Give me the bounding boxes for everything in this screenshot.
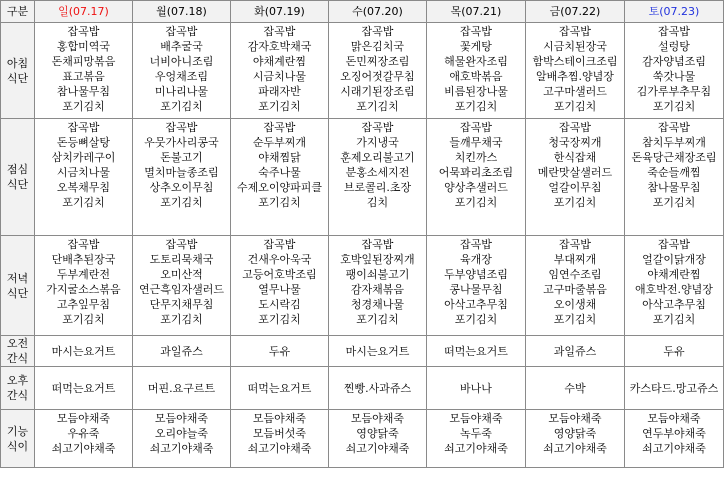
menu-item: 떠먹는요거트 xyxy=(247,381,312,395)
menu-item: 너비아니조림 xyxy=(149,55,214,68)
menu-cell xyxy=(625,336,724,367)
meal-label: 저녁 식단 xyxy=(1,236,35,336)
menu-item: 카스타드.망고쥬스 xyxy=(629,381,719,395)
menu-item: 포기김치 xyxy=(258,313,301,326)
menu-item: 고추잎무침 xyxy=(56,298,111,311)
menu-item: 잡곡밥 xyxy=(658,238,690,251)
menu-cell xyxy=(35,410,133,468)
day-header: 화(07.19) xyxy=(231,1,329,23)
menu-cell xyxy=(427,367,526,410)
meal-label: 오전 간식 xyxy=(1,336,35,367)
menu-cell xyxy=(133,336,231,367)
menu-item: 부대찌개 xyxy=(553,253,597,266)
menu-item: 포기김치 xyxy=(356,100,399,113)
day-header: 월(07.18) xyxy=(133,1,231,23)
menu-item: 우뭇가사리콩국 xyxy=(144,136,219,149)
menu-item: 오리야늘죽 xyxy=(154,427,209,440)
menu-item: 야채계란찜 xyxy=(647,268,701,281)
menu-item: 감자양념조림 xyxy=(642,55,706,68)
menu-item: 잡곡밥 xyxy=(460,121,492,134)
menu-item: 알배추찜.양념장 xyxy=(536,70,614,83)
menu-cell xyxy=(329,367,427,410)
menu-item: 돈등뼈살탕 xyxy=(56,136,111,149)
menu-item: 잡곡밥 xyxy=(263,238,296,251)
menu-item: 두부계란전 xyxy=(56,268,111,281)
menu-item: 참나물무침 xyxy=(56,85,111,98)
menu-item: 애호박전.양념장 xyxy=(635,283,713,296)
menu-item: 과일쥬스 xyxy=(160,344,203,358)
menu-item: 마시는요거트 xyxy=(345,344,410,358)
menu-item: 얼갈이닭개장 xyxy=(642,253,706,266)
menu-cell xyxy=(427,336,526,367)
menu-item: 도시락김 xyxy=(258,298,301,311)
menu-item: 머핀.요구르트 xyxy=(147,381,216,395)
menu-item: 돈채피망볶음 xyxy=(51,55,116,68)
menu-cell xyxy=(526,410,625,468)
menu-item: 쇠고기야채죽 xyxy=(247,442,312,455)
menu-cell xyxy=(526,336,625,367)
menu-item: 오미산적 xyxy=(160,268,203,281)
menu-item: 모듬야채죽 xyxy=(56,412,111,425)
menu-item: 쇠고기야채죽 xyxy=(51,442,116,455)
menu-item: 브로콜리.초장 xyxy=(343,181,412,194)
menu-item: 포기김치 xyxy=(258,196,301,209)
menu-item: 포기김치 xyxy=(652,100,696,113)
menu-item: 잡곡밥 xyxy=(67,238,100,251)
menu-item: 돈불고기 xyxy=(160,151,203,164)
menu-item: 청경채나물 xyxy=(350,298,405,311)
menu-item: 포기김치 xyxy=(454,100,498,113)
menu-item: 참나물무침 xyxy=(647,181,701,194)
menu-cell xyxy=(625,236,724,336)
menu-item: 오복채무침 xyxy=(56,181,111,194)
menu-item: 우유죽 xyxy=(67,427,100,440)
meal-label: 오후 간식 xyxy=(1,367,35,410)
menu-item: 고구마샐러드 xyxy=(543,85,607,98)
menu-item: 꽃게탕 xyxy=(460,40,492,53)
menu-cell xyxy=(133,367,231,410)
menu-item: 해물완자조림 xyxy=(444,55,508,68)
menu-item: 잡곡밥 xyxy=(460,25,492,38)
menu-item: 시금치나물 xyxy=(252,70,307,83)
dinner-row xyxy=(1,236,724,336)
meal-label: 기능 식이 xyxy=(1,410,35,468)
menu-item: 상추오이무침 xyxy=(149,181,214,194)
menu-item: 영양닭죽 xyxy=(356,427,399,440)
menu-cell xyxy=(329,410,427,468)
menu-item: 잡곡밥 xyxy=(658,25,690,38)
menu-item: 순두부찌개 xyxy=(252,136,307,149)
menu-item: 설렁탕 xyxy=(658,40,690,53)
menu-cell xyxy=(231,23,329,119)
menu-cell xyxy=(625,23,724,119)
menu-item: 돈육당근채장조림 xyxy=(631,151,717,164)
menu-item: 쇠고기야채죽 xyxy=(444,442,508,455)
menu-item: 포기김치 xyxy=(258,100,301,113)
menu-item: 가지냉국 xyxy=(356,136,399,149)
menu-item: 고구마줄볶음 xyxy=(543,283,607,296)
menu-item: 쇠고기야채죽 xyxy=(345,442,410,455)
menu-item: 죽순들깨찜 xyxy=(647,166,701,179)
menu-item: 수제오이양파피클 xyxy=(236,181,322,194)
menu-item: 메란맛살샐러드 xyxy=(537,166,613,179)
menu-item: 감자채볶음 xyxy=(350,283,405,296)
menu-item: 포기김치 xyxy=(652,313,696,326)
menu-item: 쑥갓나물 xyxy=(652,70,696,83)
menu-cell xyxy=(526,367,625,410)
menu-item: 분홍소세지전 xyxy=(345,166,410,179)
menu-item: 가지굴소스볶음 xyxy=(46,283,121,296)
menu-item: 표고볶음 xyxy=(62,70,105,83)
menu-item: 삼치카레구이 xyxy=(51,151,116,164)
menu-item: 임연수조림 xyxy=(548,268,602,281)
menu-cell xyxy=(133,410,231,468)
menu-item: 건새우아욱국 xyxy=(247,253,312,266)
menu-item: 야채계란찜 xyxy=(252,55,307,68)
meal-label: 점심 식단 xyxy=(1,119,35,236)
menu-item: 도토리묵채국 xyxy=(149,253,214,266)
menu-item: 떠먹는요거트 xyxy=(51,381,116,395)
menu-item: 잡곡밥 xyxy=(460,238,492,251)
menu-item: 잡곡밥 xyxy=(165,121,198,134)
menu-item: 쇠고기야채죽 xyxy=(149,442,214,455)
menu-cell xyxy=(427,410,526,468)
menu-cell xyxy=(133,119,231,236)
menu-cell xyxy=(35,336,133,367)
menu-cell xyxy=(329,119,427,236)
menu-item: 잡곡밥 xyxy=(361,238,394,251)
menu-cell xyxy=(625,367,724,410)
menu-item: 모듬야채죽 xyxy=(154,412,209,425)
menu-item: 오이생채 xyxy=(553,298,597,311)
menu-item: 우엉채조림 xyxy=(154,70,209,83)
menu-cell xyxy=(35,367,133,410)
menu-item: 돈민찌장조림 xyxy=(345,55,410,68)
menu-item: 얼갈이무침 xyxy=(548,181,602,194)
menu-item: 잡곡밥 xyxy=(658,121,690,134)
day-header: 목(07.21) xyxy=(427,1,526,23)
menu-item: 배추굴국 xyxy=(160,40,203,53)
menu-item: 호박잎된장찌개 xyxy=(340,253,415,266)
menu-item: 두유 xyxy=(663,344,685,358)
menu-cell xyxy=(625,410,724,468)
menu-item: 포기김치 xyxy=(553,196,597,209)
menu-item: 오징어젓갈무침 xyxy=(340,70,415,83)
menu-item: 잡곡밥 xyxy=(263,121,296,134)
menu-item: 포기김치 xyxy=(356,313,399,326)
menu-item: 모듬야채죽 xyxy=(252,412,307,425)
lunch-row xyxy=(1,119,724,236)
menu-item: 치킨까스 xyxy=(454,151,498,164)
menu-item: 쇠고기야채죽 xyxy=(543,442,607,455)
menu-item: 비름된장나물 xyxy=(444,85,508,98)
menu-item: 멸치마늘종조림 xyxy=(144,166,219,179)
menu-item: 잡곡밥 xyxy=(361,121,394,134)
menu-item: 잡곡밥 xyxy=(361,25,394,38)
am-snack-row xyxy=(1,336,724,367)
menu-cell xyxy=(329,236,427,336)
menu-cell xyxy=(526,236,625,336)
menu-cell xyxy=(133,23,231,119)
menu-item: 찐빵.사과쥬스 xyxy=(343,381,412,395)
menu-cell xyxy=(231,410,329,468)
menu-item: 포기김치 xyxy=(62,100,105,113)
menu-cell xyxy=(526,23,625,119)
menu-item: 시래기된장조림 xyxy=(340,85,415,98)
menu-item: 잡곡밥 xyxy=(67,121,100,134)
header-row xyxy=(1,1,724,23)
menu-item: 포기김치 xyxy=(62,196,105,209)
menu-item: 포기김치 xyxy=(454,196,498,209)
menu-item: 청국장찌개 xyxy=(548,136,602,149)
menu-item: 훈제오리불고기 xyxy=(340,151,415,164)
menu-cell xyxy=(231,336,329,367)
menu-item: 단배추된장국 xyxy=(51,253,116,266)
menu-item: 잡곡밥 xyxy=(263,25,296,38)
menu-cell xyxy=(625,119,724,236)
day-header: 토(07.23) xyxy=(625,1,724,23)
menu-item: 시금치된장국 xyxy=(543,40,607,53)
menu-cell xyxy=(231,236,329,336)
menu-item: 잡곡밥 xyxy=(165,25,198,38)
menu-cell xyxy=(526,119,625,236)
menu-item: 잡곡밥 xyxy=(559,238,591,251)
menu-item: 포기김치 xyxy=(454,313,498,326)
menu-item: 숙주나물 xyxy=(258,166,301,179)
menu-item: 포기김치 xyxy=(62,313,105,326)
menu-cell xyxy=(231,119,329,236)
day-header: 일(07.17) xyxy=(35,1,133,23)
menu-item: 떠먹는요거트 xyxy=(444,344,508,358)
menu-item: 콩나물무침 xyxy=(449,283,503,296)
menu-item: 고등어호박조림 xyxy=(242,268,317,281)
menu-item: 맑은김치국 xyxy=(350,40,405,53)
menu-item: 모듬버섯죽 xyxy=(252,427,307,440)
menu-item: 한식잡채 xyxy=(553,151,597,164)
menu-item: 홍합미역국 xyxy=(56,40,111,53)
menu-item: 잡곡밥 xyxy=(67,25,100,38)
menu-item: 미나리나물 xyxy=(154,85,209,98)
special-diet-row xyxy=(1,410,724,468)
menu-item: 두부양념조림 xyxy=(444,268,508,281)
menu-item: 녹두죽 xyxy=(460,427,492,440)
menu-item: 단무지채무침 xyxy=(149,298,214,311)
menu-item: 잡곡밥 xyxy=(559,25,591,38)
menu-item: 모듬야채죽 xyxy=(350,412,405,425)
menu-item: 잡곡밥 xyxy=(559,121,591,134)
menu-item: 어묵꽈리초조림 xyxy=(438,166,514,179)
menu-item: 포기김치 xyxy=(160,196,203,209)
menu-cell xyxy=(427,23,526,119)
menu-cell xyxy=(35,119,133,236)
menu-item: 시금치나물 xyxy=(56,166,111,179)
menu-item: 연근흑임자샐러드 xyxy=(138,283,224,296)
menu-item: 포기김치 xyxy=(553,100,597,113)
menu-cell xyxy=(329,336,427,367)
menu-item: 포기김치 xyxy=(553,313,597,326)
menu-item: 양상추샐러드 xyxy=(444,181,508,194)
menu-item: 쇠고기야채죽 xyxy=(642,442,706,455)
menu-item: 모듬야채죽 xyxy=(449,412,503,425)
menu-cell xyxy=(133,236,231,336)
menu-item: 감자호박채국 xyxy=(247,40,312,53)
menu-item: 아삭고추무침 xyxy=(642,298,706,311)
menu-item: 모듬야채죽 xyxy=(548,412,602,425)
breakfast-row xyxy=(1,23,724,119)
menu-cell xyxy=(35,236,133,336)
menu-cell xyxy=(231,367,329,410)
menu-item: 열무나물 xyxy=(258,283,301,296)
menu-item: 참치두부찌개 xyxy=(642,136,706,149)
menu-cell xyxy=(35,23,133,119)
menu-cell xyxy=(427,119,526,236)
corner-label: 구분 xyxy=(1,1,35,23)
menu-item: 함박스테이크조림 xyxy=(532,55,618,68)
pm-snack-row xyxy=(1,367,724,410)
day-header: 수(07.20) xyxy=(329,1,427,23)
menu-item: 애호박볶음 xyxy=(449,70,503,83)
menu-item: 포기김치 xyxy=(652,196,696,209)
menu-item: 파래자반 xyxy=(258,85,301,98)
menu-item: 김가루부추무침 xyxy=(636,85,712,98)
menu-item: 과일쥬스 xyxy=(553,344,597,358)
menu-item: 마시는요거트 xyxy=(51,344,116,358)
menu-item: 야채찜닭 xyxy=(258,151,301,164)
menu-item: 들깨무채국 xyxy=(449,136,503,149)
menu-item: 영양닭죽 xyxy=(553,427,597,440)
menu-item: 두유 xyxy=(268,344,291,358)
menu-item: 모듬야채죽 xyxy=(647,412,701,425)
menu-cell xyxy=(427,236,526,336)
menu-item: 아삭고추무침 xyxy=(444,298,508,311)
day-header: 금(07.22) xyxy=(526,1,625,23)
menu-item: 포기김치 xyxy=(160,100,203,113)
menu-item: 육개장 xyxy=(460,253,492,266)
menu-item: 연두부야채죽 xyxy=(642,427,706,440)
menu-item: 잡곡밥 xyxy=(165,238,198,251)
menu-item: 수박 xyxy=(564,381,586,395)
menu-cell xyxy=(329,23,427,119)
menu-item: 바나나 xyxy=(460,381,492,395)
menu-item: 포기김치 xyxy=(160,313,203,326)
menu-item: 팽이쇠불고기 xyxy=(345,268,410,281)
menu-item: 김치 xyxy=(366,196,389,209)
meal-label: 아침 식단 xyxy=(1,23,35,119)
